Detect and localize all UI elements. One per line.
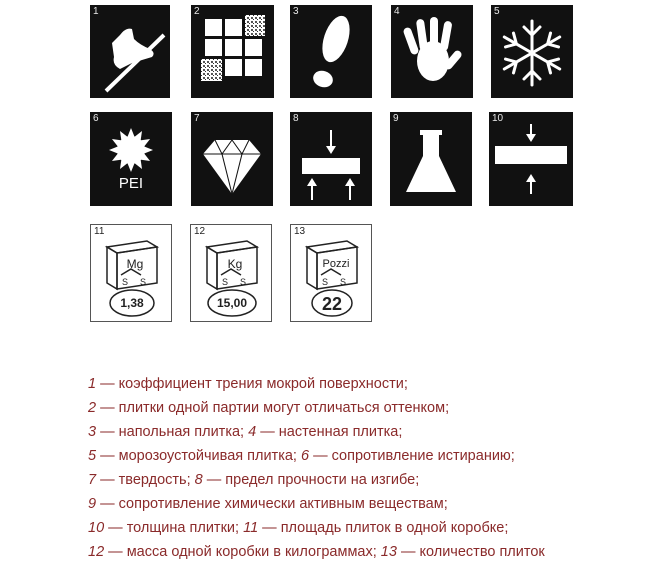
legend-number: 8 bbox=[194, 472, 203, 488]
icon-number: 3 bbox=[293, 6, 299, 17]
legend-item bbox=[88, 540, 545, 564]
legend-number: 13 bbox=[380, 544, 397, 560]
icon-number: 8 bbox=[293, 113, 299, 124]
legend-number: 7 bbox=[88, 472, 97, 488]
icon-wall-tile bbox=[391, 5, 473, 98]
legend-number: 9 bbox=[88, 496, 97, 512]
legend-number: 4 bbox=[248, 424, 257, 440]
legend-number: 10 bbox=[88, 520, 105, 536]
icon-area-per-box bbox=[90, 224, 172, 322]
icon-number: 12 bbox=[194, 226, 206, 237]
icon-number: 9 bbox=[393, 113, 399, 124]
legend-text: — толщина плитки; bbox=[104, 520, 244, 536]
diamond-icon bbox=[191, 112, 273, 206]
legend-text: — коэффициент трения мокрой поверхности; bbox=[96, 376, 408, 392]
icon-thickness bbox=[489, 112, 573, 206]
icon-frost-resistant bbox=[491, 5, 573, 98]
icon-number: 11 bbox=[94, 226, 105, 237]
icon-number: 7 bbox=[194, 113, 200, 124]
legend-text: — количество плиток bbox=[396, 544, 545, 560]
box-unit: Pozzi bbox=[322, 258, 350, 270]
legend-number: 12 bbox=[88, 544, 105, 560]
icon-number: 10 bbox=[492, 113, 504, 124]
pei-label: PEI bbox=[118, 175, 144, 192]
box-icon bbox=[191, 225, 273, 323]
snowflake-icon bbox=[491, 5, 573, 98]
icon-shade-variation bbox=[191, 5, 274, 98]
box-letter-left: S bbox=[121, 277, 129, 287]
box-value: 1,38 bbox=[120, 296, 144, 310]
icon-number: 5 bbox=[494, 6, 500, 17]
box-unit: Kg bbox=[227, 257, 243, 271]
legend-text: — масса одной коробки в килограммах; bbox=[104, 544, 381, 560]
icon-number: 1 bbox=[93, 6, 99, 17]
legend-number: 6 bbox=[300, 448, 310, 464]
icon-box-weight bbox=[190, 224, 272, 322]
tile-grid-icon bbox=[191, 5, 274, 98]
legend-number: 1 bbox=[88, 376, 97, 392]
box-letter-left: S bbox=[221, 277, 229, 287]
legend-number: 11 bbox=[243, 520, 259, 536]
legend-text: — плитки одной партии могут отличаться оттенком; bbox=[96, 400, 450, 416]
box-unit: Mg bbox=[126, 257, 144, 271]
legend-text: — настенная плитка; bbox=[256, 424, 403, 440]
legend-text: — морозоустойчивая плитка; bbox=[96, 448, 301, 464]
box-icon bbox=[91, 225, 173, 323]
legend-item bbox=[88, 492, 545, 516]
footprint-icon bbox=[290, 5, 372, 98]
box-letter-right: S bbox=[139, 277, 147, 287]
legend-text: — площадь плиток в одной коробке; bbox=[258, 520, 509, 536]
icon-number: 6 bbox=[93, 113, 99, 124]
icon-tile-count bbox=[290, 224, 372, 322]
legend-item bbox=[88, 396, 545, 420]
legend-text: — сопротивление истиранию; bbox=[309, 448, 515, 464]
flask-icon bbox=[390, 112, 472, 206]
icon-wet-friction bbox=[90, 5, 170, 98]
legend-item bbox=[88, 468, 545, 492]
box-icon bbox=[291, 225, 373, 323]
legend-item bbox=[88, 372, 545, 396]
legend-text: — предел прочности на изгибе; bbox=[202, 472, 420, 488]
icon-number: 4 bbox=[394, 6, 400, 17]
legend-number: 5 bbox=[88, 448, 97, 464]
legend-list bbox=[88, 372, 545, 564]
icon-number: 2 bbox=[194, 6, 200, 17]
legend-number: 3 bbox=[88, 424, 97, 440]
box-value: 22 bbox=[321, 294, 343, 314]
handprint-icon bbox=[391, 5, 473, 98]
box-letter-right: S bbox=[239, 277, 247, 287]
legend-item bbox=[88, 444, 545, 468]
icon-number: 13 bbox=[294, 226, 306, 237]
box-letter-right: S bbox=[339, 277, 347, 287]
icon-chemical-resistance bbox=[390, 112, 472, 206]
icon-abrasion-resistance bbox=[90, 112, 172, 206]
thickness-arrows-icon bbox=[489, 112, 573, 206]
shoe-on-slope-icon bbox=[90, 5, 170, 98]
box-value: 15,00 bbox=[216, 296, 248, 310]
legend-item bbox=[88, 420, 545, 444]
bending-test-icon bbox=[290, 112, 372, 206]
legend-text: — сопротивление химически активным веществам; bbox=[96, 496, 448, 512]
box-letter-left: S bbox=[321, 277, 329, 287]
legend-number: 2 bbox=[88, 400, 97, 416]
icon-hardness bbox=[191, 112, 273, 206]
legend-item bbox=[88, 516, 545, 540]
legend-text: — напольная плитка; bbox=[96, 424, 249, 440]
icon-bending-strength bbox=[290, 112, 372, 206]
icon-floor-tile bbox=[290, 5, 372, 98]
legend-text: — твердость; bbox=[96, 472, 195, 488]
